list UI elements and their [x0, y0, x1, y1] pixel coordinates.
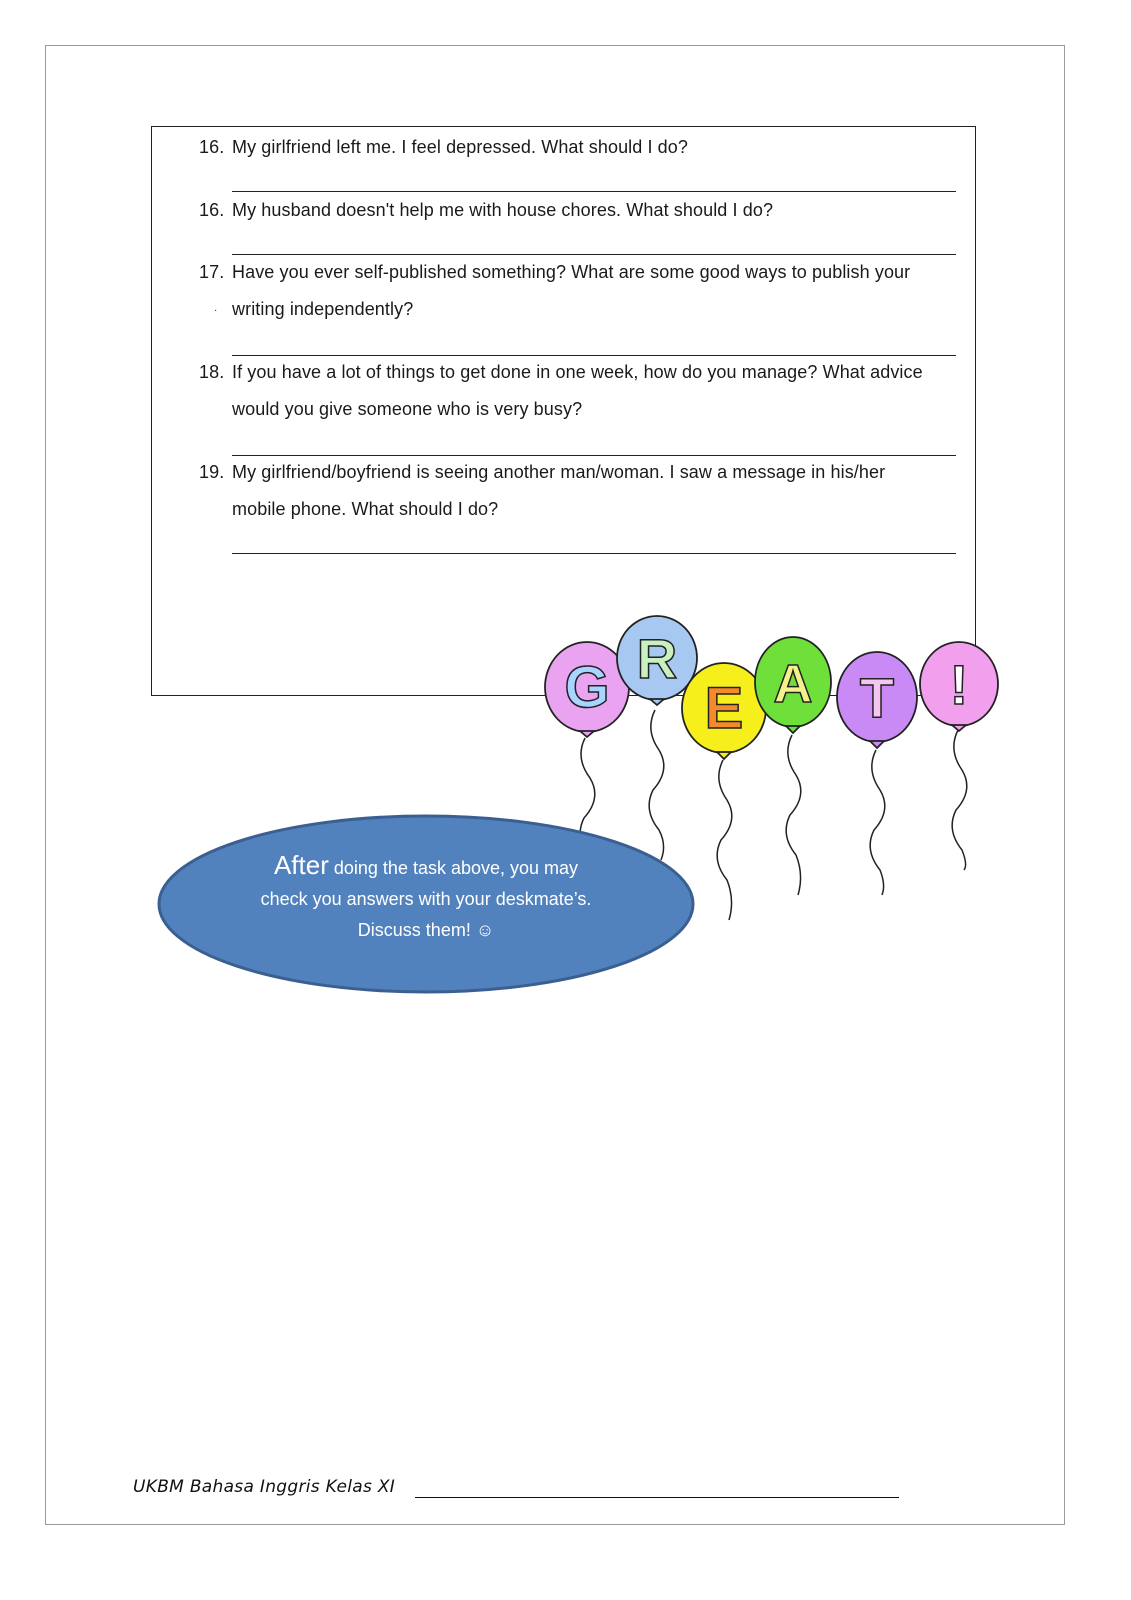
balloon-string: [717, 760, 732, 920]
balloon-a: [755, 637, 831, 733]
question-number: 16.: [199, 137, 225, 157]
note-lead: After: [273, 850, 329, 880]
balloon-g-knot: [580, 731, 594, 737]
balloon-a-knot: [786, 726, 800, 733]
note-line2: check you answers with your deskmate’s.: [260, 889, 592, 909]
question-number: 19.: [199, 462, 225, 482]
question-text: mobile phone. What should I do?: [232, 499, 499, 519]
question-text: writing independently?: [232, 299, 414, 319]
question-text: Have you ever self-published something? What are some good ways to publish your: [232, 262, 911, 282]
question-text: My girlfriend left me. I feel depressed. What should I do?: [232, 137, 689, 157]
question-text: My girlfriend/boyfriend is seeing another man/woman. I saw a message in his/her: [232, 462, 886, 482]
question-number: 16.: [199, 200, 225, 220]
note-line1: doing the task above, you may: [333, 858, 579, 878]
question-text: My husband doesn't help me with house chores. What should I do?: [232, 200, 774, 220]
answer-line[interactable]: [232, 553, 956, 554]
balloon-a-letter: A: [773, 654, 813, 714]
footer: [133, 1477, 903, 1507]
balloon-r-letter: R: [636, 627, 678, 690]
balloon-g-letter: G: [564, 655, 610, 720]
stray-mark: ·: [214, 305, 218, 316]
balloon-t: [837, 652, 917, 748]
question-text: would you give someone who is very busy?: [232, 399, 583, 419]
discussion-note: [156, 814, 696, 994]
balloon-e-letter: E: [704, 676, 744, 741]
balloon-string: [952, 730, 967, 870]
balloon-exclaim-letter: !: [949, 653, 969, 716]
balloon-r-knot: [650, 699, 664, 705]
balloon-e-knot: [717, 752, 731, 759]
balloon-t-knot: [870, 741, 884, 748]
balloon-exclaim-knot: [952, 725, 966, 731]
balloon-exclaim: [920, 642, 998, 731]
footer-line: [415, 1497, 899, 1498]
question-number: 17.: [199, 262, 225, 282]
note-text: [226, 850, 626, 946]
balloon-string: [870, 750, 885, 895]
question-text: If you have a lot of things to get done in one week, how do you manage? What advice: [232, 362, 923, 382]
footer-text: UKBM Bahasa Inggris Kelas XI: [133, 1477, 396, 1497]
balloon-e: [682, 663, 766, 759]
balloon-t-letter: T: [859, 666, 895, 729]
question-number: 18.: [199, 362, 225, 382]
note-line3: Discuss them! ☺: [357, 920, 495, 940]
balloon-string: [786, 735, 801, 895]
